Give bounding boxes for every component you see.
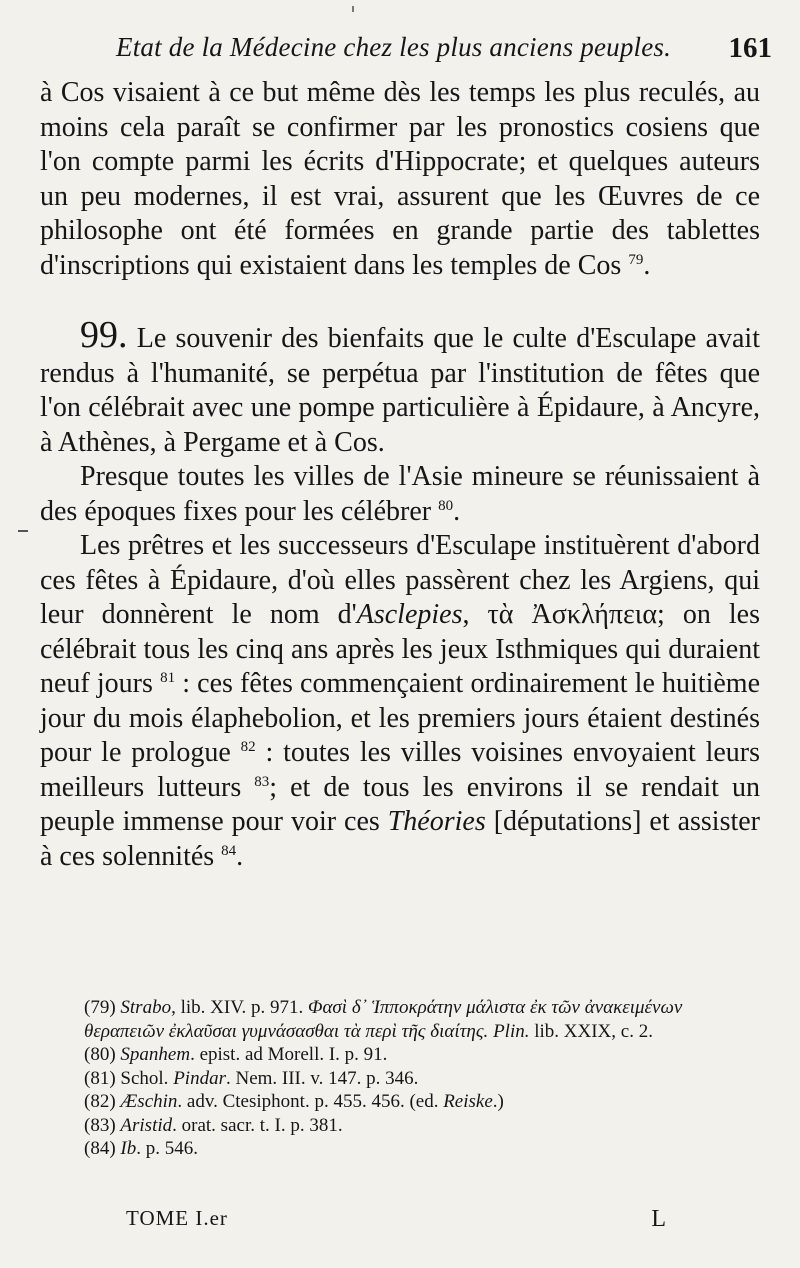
- paragraph-99: 99. Le souvenir des bienfaits que le culte d'Esculape avait rendus à l'humanité, se perpétua par l'institution de fêtes que l'on célébrait avec une pompe particulière à Épidaure, à Ancyre, à Athènes, à Pergame et à Cos.: [40, 314, 760, 458]
- signature-mark: L: [651, 1206, 666, 1232]
- footnote-83: (83) Aristid. orat. sacr. t. I. p. 381.: [84, 1114, 343, 1136]
- footnote-ref-80: 80: [438, 497, 454, 514]
- section-number: 99.: [80, 314, 128, 356]
- main-text: [40, 76, 760, 874]
- footnote-ref-82: 82: [240, 739, 256, 755]
- running-head: Etat de la Médecine chez les plus anciens peuples.: [116, 32, 672, 62]
- footnote-ref-84: 84: [221, 842, 237, 859]
- footnote-79: (79) Strabo, lib. XIV. p. 971. Φασὶ δ᾽ Ἱπποκράτην μάλιστα ἐκ τῶν ἀνακειμένων θεραπειῶν ἐκλαῦσαι γυμνάσασθαι τὰ περὶ τῆς διαίτης. Plin. lib. XXIX, c. 2.: [84, 997, 683, 1042]
- greek-term: τὰ Ἀσκλήπεια: [487, 599, 658, 630]
- paragraph-continuation: à Cos visaient à ce but même dès les temps les plus reculés, au moins cela paraît se confirmer par les pronostics cosiens que l'on compte parmi les écrits d'Hippocrate; et quelques auteurs un peu modernes, il est vrai, assurent que les Œuvres de ce philosophe ont été formées en grande partie des tablettes d'inscriptions qui existaient dans les temples de Cos $^{79}$.: [40, 77, 760, 281]
- greek-quote: Φασὶ δ᾽ Ἱπποκράτην μάλιστα ἐκ τῶν ἀνακειμένων θεραπειῶν ἐκλαῦσαι γυμνάσασθαι τὰ περὶ τῆς διαίτης.: [84, 997, 683, 1042]
- top-mark: [352, 6, 354, 12]
- paragraph-asia-minor: Presque toutes les villes de l'Asie mineure se réunissaient à des époques fixes pour les célébrer $^{80}$.: [40, 461, 760, 527]
- paragraph-festivals: Les prêtres et les successeurs d'Esculape instituèrent d'abord ces fêtes à Épidaure, d'où elles passèrent chez les Argiens, qui leur donnèrent le nom d'Asclepies, τὰ Ἀσκλήπεια; on les célébrait tous les cinq ans après les jeux Isthmiques qui duraient neuf jours $^{81}$ : ces fêtes commençaient ordinairement le huitième jour du mois élaphebolion, et les premiers jours étaient destinés pour le prologue $^{82}$ : toutes les villes voisines envoyaient leurs meilleurs lutteurs $^{83}$; et de tous les environs il se rendait un peuple immense pour voir ces Théories [députations] et assister à ces solennités $^{84}$.: [40, 530, 761, 872]
- page-footer: [126, 1206, 666, 1236]
- footnote-80: (80) Spanhem. epist. ad Morell. I. p. 91.: [84, 1044, 388, 1065]
- page-number: 161: [728, 32, 772, 64]
- footnote-ref-83: 83: [254, 773, 270, 790]
- footnote-81: (81) Schol. Pindar. Nem. III. v. 147. p. 346.: [84, 1067, 419, 1089]
- margin-dash: [18, 530, 28, 532]
- footnote-82: (82) Æschin. adv. Ctesiphont. p. 455. 456. (ed. Reiske.): [84, 1091, 504, 1112]
- volume-signature: TOME I.er: [126, 1206, 228, 1230]
- footnote-ref-79: 79: [628, 251, 644, 268]
- term-theories: Théories: [387, 806, 486, 837]
- footnote-ref-81: 81: [160, 670, 176, 686]
- footnotes: [84, 996, 760, 1161]
- footnote-84: (84) Ib. p. 546.: [84, 1138, 198, 1159]
- term-asclepies: Asclepies: [356, 599, 463, 630]
- page-header: [116, 32, 772, 72]
